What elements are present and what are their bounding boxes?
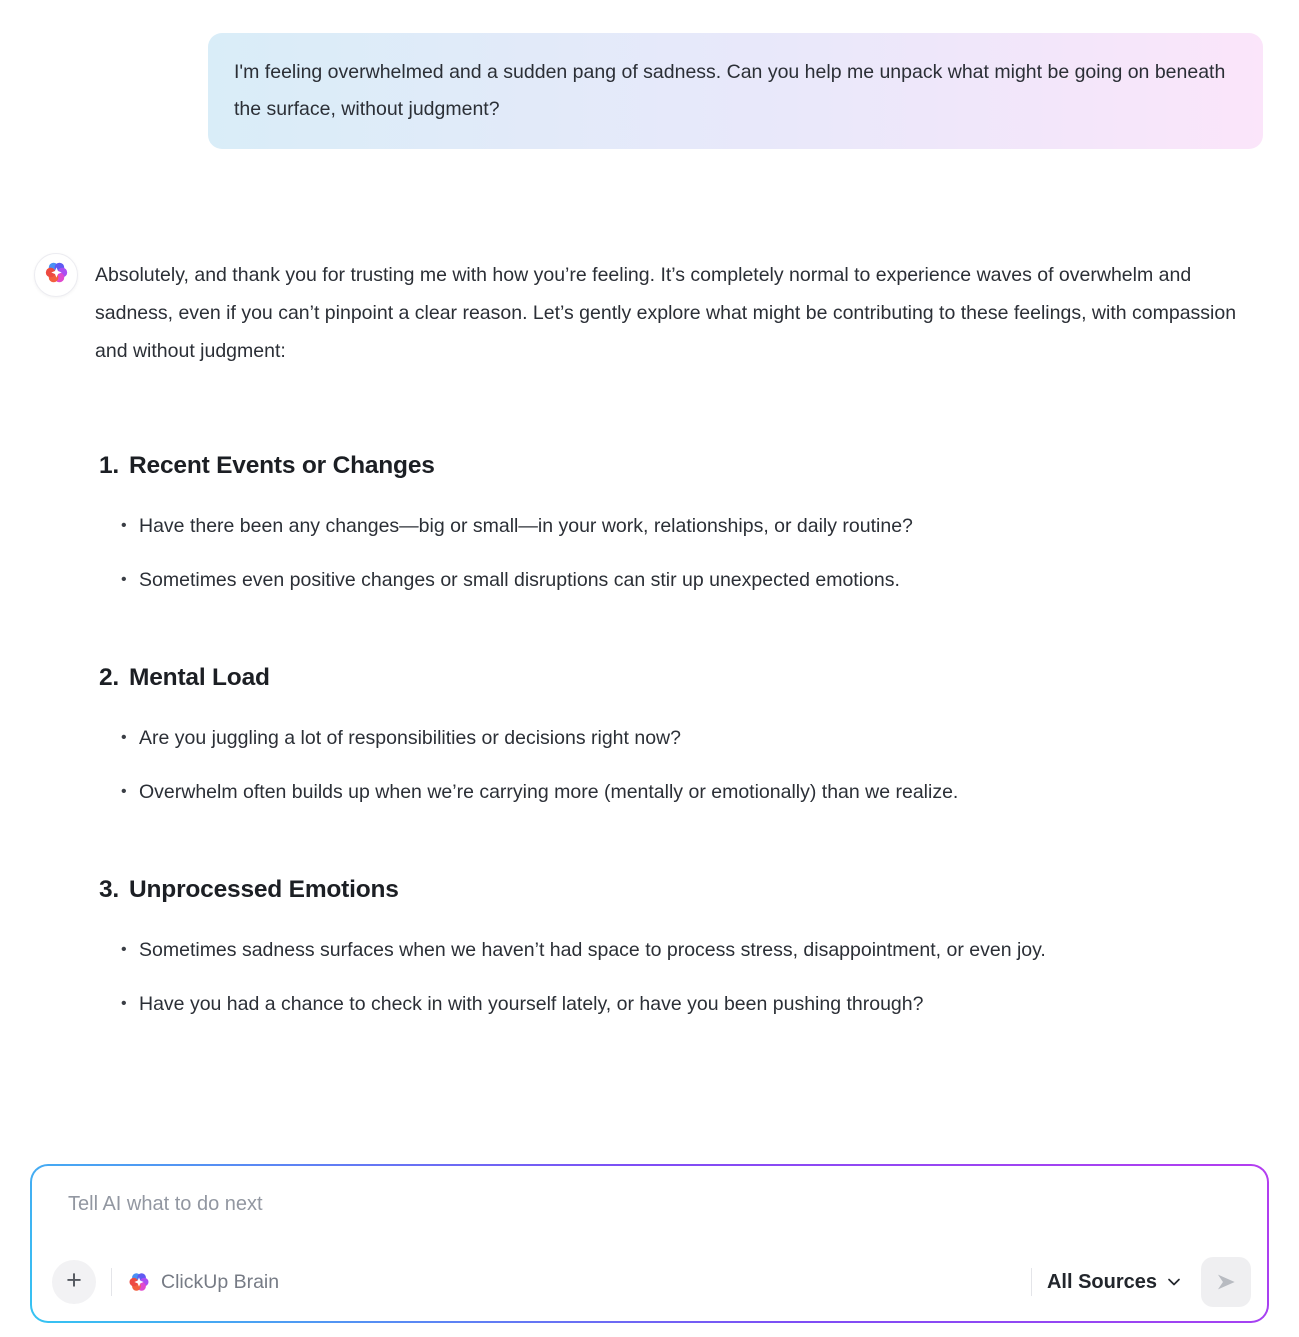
section-number: 1. — [99, 452, 120, 479]
ai-message-content — [95, 253, 1247, 1039]
bullet-item: • Are you juggling a lot of responsibilities or decisions right now? — [121, 719, 1221, 757]
toolbar-divider — [111, 1268, 112, 1296]
section-number: 2. — [99, 664, 120, 691]
composer-toolbar — [52, 1257, 1251, 1307]
ai-section-mental-load — [95, 663, 1247, 811]
sources-label: All Sources — [1046, 1270, 1157, 1293]
clickup-brain-flower-icon — [127, 1270, 151, 1294]
chevron-down-icon — [1166, 1274, 1182, 1290]
section-title: Mental Load — [129, 664, 270, 691]
sources-dropdown[interactable] — [1047, 1271, 1182, 1294]
model-label: ClickUp Brain — [161, 1270, 280, 1293]
section-heading — [95, 875, 1247, 905]
model-selector[interactable] — [127, 1270, 279, 1294]
ai-intro-paragraph: Absolutely, and thank you for trusting me with how you’re feeling. It’s completely normal to experience waves of overwhelm and sadness, even if you can’t pinpoint a clear reason. Let’s gently explore what might be contributing to these feelings, with compassion and without judgment: — [95, 264, 1237, 362]
clickup-brain-flower-icon — [43, 259, 70, 291]
ai-composer-inner — [32, 1166, 1267, 1321]
bullet-item: • Have there been any changes—big or small—in your work, relationships, or daily routine? — [121, 507, 1221, 545]
toolbar-divider — [1031, 1268, 1032, 1296]
section-title: Recent Events or Changes — [129, 452, 435, 479]
section-bullet-list — [95, 931, 1247, 1023]
ai-avatar — [34, 253, 78, 297]
ai-response — [0, 253, 1299, 1039]
section-title: Unprocessed Emotions — [129, 876, 399, 903]
user-message-bubble: I'm feeling overwhelmed and a sudden pang of sadness. Can you help me unpack what might be going on beneath the surface, without judgment? — [208, 33, 1263, 149]
section-heading — [95, 451, 1247, 481]
bullet-item: • Overwhelm often builds up when we’re carrying more (mentally or emotionally) than we realize. — [121, 773, 1221, 811]
section-bullet-list — [95, 719, 1247, 811]
section-number: 3. — [99, 876, 120, 903]
ai-section-recent-events — [95, 451, 1247, 599]
send-icon — [1213, 1269, 1239, 1295]
prompt-input[interactable] — [66, 1192, 1166, 1217]
section-bullet-list — [95, 507, 1247, 599]
ai-section-unprocessed-emotions — [95, 875, 1247, 1023]
bullet-item: • Sometimes sadness surfaces when we haven’t had space to process stress, disappointment, or even joy. — [121, 931, 1221, 969]
ai-composer — [30, 1164, 1269, 1323]
section-heading — [95, 663, 1247, 693]
bullet-item: • Sometimes even positive changes or small disruptions can stir up unexpected emotions. — [121, 561, 1221, 599]
user-message-row — [0, 0, 1299, 149]
bullet-item: • Have you had a chance to check in with yourself lately, or have you been pushing through? — [121, 985, 1221, 1023]
send-button[interactable] — [1201, 1257, 1251, 1307]
add-attachment-button[interactable] — [52, 1260, 96, 1304]
plus-icon: + — [66, 1265, 82, 1295]
